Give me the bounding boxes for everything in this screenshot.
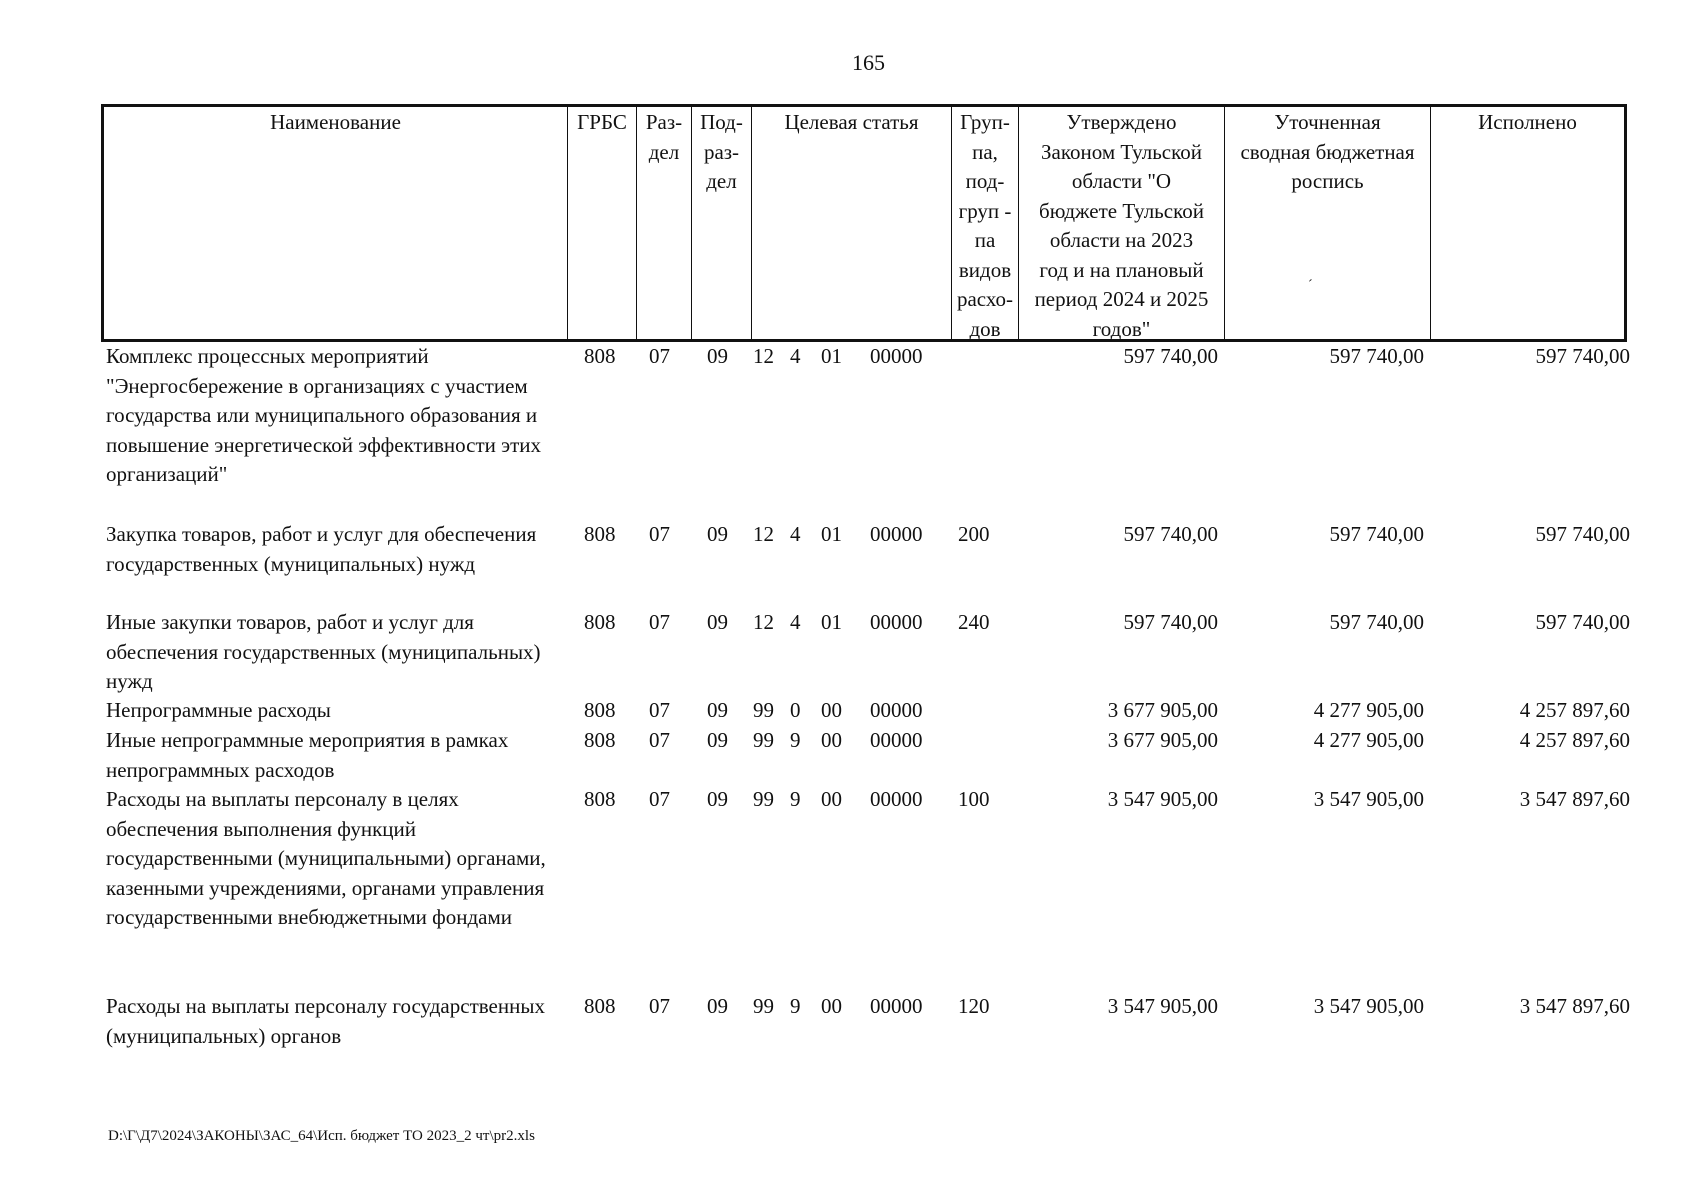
header-group-line: дов bbox=[969, 316, 1001, 341]
row-name: Непрограммные расходы bbox=[106, 698, 331, 722]
row-podrazdel: 09 bbox=[707, 522, 728, 546]
header-refined-line: Уточненная bbox=[1274, 110, 1381, 134]
row-razdel: 07 bbox=[649, 344, 670, 368]
header-group-line: под- bbox=[965, 169, 1005, 193]
row-name: Расходы на выплаты персоналу государственных (муниципальных) органов bbox=[106, 994, 545, 1048]
row-refined: 3 547 905,00 bbox=[1313, 787, 1424, 811]
row-razdel: 07 bbox=[649, 522, 670, 546]
header-refined bbox=[1225, 107, 1431, 339]
header-razdel-line: Раз- bbox=[645, 110, 683, 134]
header-podrazdel-line: раз- bbox=[703, 139, 740, 164]
row-target-program: 12 bbox=[753, 344, 774, 368]
row-grbs: 808 bbox=[584, 610, 616, 634]
row-group: 200 bbox=[958, 522, 990, 546]
row-target-direction: 00000 bbox=[870, 344, 923, 368]
row-approved: 597 740,00 bbox=[1123, 522, 1218, 546]
row-grbs: 808 bbox=[584, 994, 616, 1018]
row-target-subprogram: 01 bbox=[821, 344, 842, 368]
row-podrazdel: 09 bbox=[707, 344, 728, 368]
row-grbs: 808 bbox=[584, 344, 616, 368]
row-podrazdel: 09 bbox=[707, 994, 728, 1018]
row-executed: 597 740,00 bbox=[1535, 610, 1630, 634]
page-number: 165 bbox=[852, 50, 885, 75]
row-target-program: 12 bbox=[753, 522, 774, 546]
header-approved-line: области на 2023 bbox=[1049, 228, 1194, 252]
stray-mark: ˊ bbox=[1308, 278, 1313, 293]
row-grbs: 808 bbox=[584, 522, 616, 546]
row-approved: 3 547 905,00 bbox=[1107, 994, 1218, 1018]
row-approved: 597 740,00 bbox=[1123, 344, 1218, 368]
header-approved-line: Утверждено bbox=[1066, 110, 1177, 134]
row-grbs: 808 bbox=[584, 787, 616, 811]
row-target-direction: 00000 bbox=[870, 698, 923, 722]
row-target-type: 4 bbox=[790, 344, 801, 368]
row-target-type: 4 bbox=[790, 610, 801, 634]
header-target bbox=[752, 107, 952, 339]
row-target-subprogram: 01 bbox=[821, 522, 842, 546]
row-target-program: 99 bbox=[753, 787, 774, 811]
row-refined: 597 740,00 bbox=[1329, 344, 1424, 368]
row-target-direction: 00000 bbox=[870, 787, 923, 811]
row-target-type: 0 bbox=[790, 698, 801, 722]
row-razdel: 07 bbox=[649, 787, 670, 811]
header-approved-line: бюджете Тульской bbox=[1039, 198, 1204, 223]
row-refined: 4 277 905,00 bbox=[1313, 728, 1424, 752]
row-approved: 3 547 905,00 bbox=[1107, 787, 1218, 811]
row-podrazdel: 09 bbox=[707, 728, 728, 752]
row-executed: 4 257 897,60 bbox=[1519, 728, 1630, 752]
row-executed: 4 257 897,60 bbox=[1519, 698, 1630, 722]
row-name: Иные закупки товаров, работ и услуг для обеспечения государственных (муниципальных) нужд bbox=[106, 610, 541, 693]
header-name bbox=[104, 107, 568, 339]
row-executed: 3 547 897,60 bbox=[1519, 787, 1630, 811]
row-target-direction: 00000 bbox=[870, 728, 923, 752]
row-group: 100 bbox=[958, 787, 990, 811]
row-target-subprogram: 00 bbox=[821, 994, 842, 1018]
row-executed: 597 740,00 bbox=[1535, 344, 1630, 368]
row-refined: 3 547 905,00 bbox=[1313, 994, 1424, 1018]
row-razdel: 07 bbox=[649, 994, 670, 1018]
row-target-program: 99 bbox=[753, 994, 774, 1018]
row-name: Расходы на выплаты персоналу в целях обеспечения выполнения функций государственными (муниципальными) органами, казенными учреждениями, органами управления государственными внебюджетными фондами bbox=[106, 787, 546, 929]
header-group-line: груп - bbox=[958, 198, 1012, 223]
row-razdel: 07 bbox=[649, 698, 670, 722]
header-name-line: Наименование bbox=[270, 110, 401, 134]
row-executed: 597 740,00 bbox=[1535, 522, 1630, 546]
row-approved: 3 677 905,00 bbox=[1107, 728, 1218, 752]
row-target-type: 4 bbox=[790, 522, 801, 546]
header-grbs-line: ГРБС bbox=[577, 110, 627, 134]
header-podrazdel-line: дел bbox=[706, 169, 737, 193]
row-refined: 597 740,00 bbox=[1329, 522, 1424, 546]
header-approved-line: период 2024 и 2025 bbox=[1034, 287, 1209, 311]
header-group-line: расхо- bbox=[956, 287, 1014, 311]
row-executed: 3 547 897,60 bbox=[1519, 994, 1630, 1018]
header-approved-line: области "О bbox=[1071, 169, 1172, 193]
header-approved-line: Законом Тульской bbox=[1041, 139, 1202, 164]
row-podrazdel: 09 bbox=[707, 787, 728, 811]
row-name: Комплекс процессных мероприятий "Энергосбережение в организациях с участием государства или муниципального образования и повышение энергетической эффективности этих организаций" bbox=[106, 344, 542, 486]
header-grbs bbox=[568, 107, 637, 339]
header-group-line: видов bbox=[958, 257, 1012, 282]
row-target-type: 9 bbox=[790, 994, 801, 1018]
row-razdel: 07 bbox=[649, 610, 670, 634]
header-approved bbox=[1019, 107, 1225, 339]
row-target-subprogram: 01 bbox=[821, 610, 842, 634]
row-target-direction: 00000 bbox=[870, 522, 923, 546]
row-group: 120 bbox=[958, 994, 990, 1018]
row-podrazdel: 09 bbox=[707, 610, 728, 634]
header-approved-line: годов" bbox=[1092, 316, 1151, 341]
header-approved-line: год и на плановый bbox=[1039, 257, 1204, 282]
header-refined-line: сводная бюджетная bbox=[1240, 139, 1415, 164]
row-grbs: 808 bbox=[584, 698, 616, 722]
file-path-footer: D:\Г\Д7\2024\ЗАКОНЫ\ЗАС_64\Исп. бюджет ТО 2023_2 чт\pr2.xls bbox=[108, 1128, 535, 1144]
row-target-program: 12 bbox=[753, 610, 774, 634]
row-target-direction: 00000 bbox=[870, 994, 923, 1018]
header-target-line: Целевая статья bbox=[784, 110, 919, 134]
row-target-program: 99 bbox=[753, 728, 774, 752]
row-grbs: 808 bbox=[584, 728, 616, 752]
header-razdel-line: дел bbox=[648, 139, 680, 164]
table-header bbox=[101, 104, 1627, 342]
row-razdel: 07 bbox=[649, 728, 670, 752]
row-approved: 597 740,00 bbox=[1123, 610, 1218, 634]
row-target-subprogram: 00 bbox=[821, 787, 842, 811]
header-refined-line: роспись bbox=[1291, 169, 1364, 193]
row-target-type: 9 bbox=[790, 728, 801, 752]
row-podrazdel: 09 bbox=[707, 698, 728, 722]
row-refined: 597 740,00 bbox=[1329, 610, 1424, 634]
row-group: 240 bbox=[958, 610, 990, 634]
row-target-type: 9 bbox=[790, 787, 801, 811]
row-name: Закупка товаров, работ и услуг для обеспечения государственных (муниципальных) нужд bbox=[106, 522, 537, 576]
header-executed-line: Исполнено bbox=[1478, 110, 1577, 134]
header-group-line: Груп- bbox=[960, 110, 1010, 134]
row-target-subprogram: 00 bbox=[821, 698, 842, 722]
header-podrazdel bbox=[692, 107, 752, 339]
row-approved: 3 677 905,00 bbox=[1107, 698, 1218, 722]
header-group-line: па bbox=[974, 228, 996, 252]
header-razdel bbox=[637, 107, 692, 339]
row-target-direction: 00000 bbox=[870, 610, 923, 634]
row-target-subprogram: 00 bbox=[821, 728, 842, 752]
header-executed bbox=[1431, 107, 1624, 339]
header-group bbox=[952, 107, 1019, 339]
header-podrazdel-line: Под- bbox=[700, 110, 743, 134]
row-target-program: 99 bbox=[753, 698, 774, 722]
row-name: Иные непрограммные мероприятия в рамках непрограммных расходов bbox=[106, 728, 509, 782]
row-refined: 4 277 905,00 bbox=[1313, 698, 1424, 722]
header-group-line: па, bbox=[972, 139, 998, 164]
